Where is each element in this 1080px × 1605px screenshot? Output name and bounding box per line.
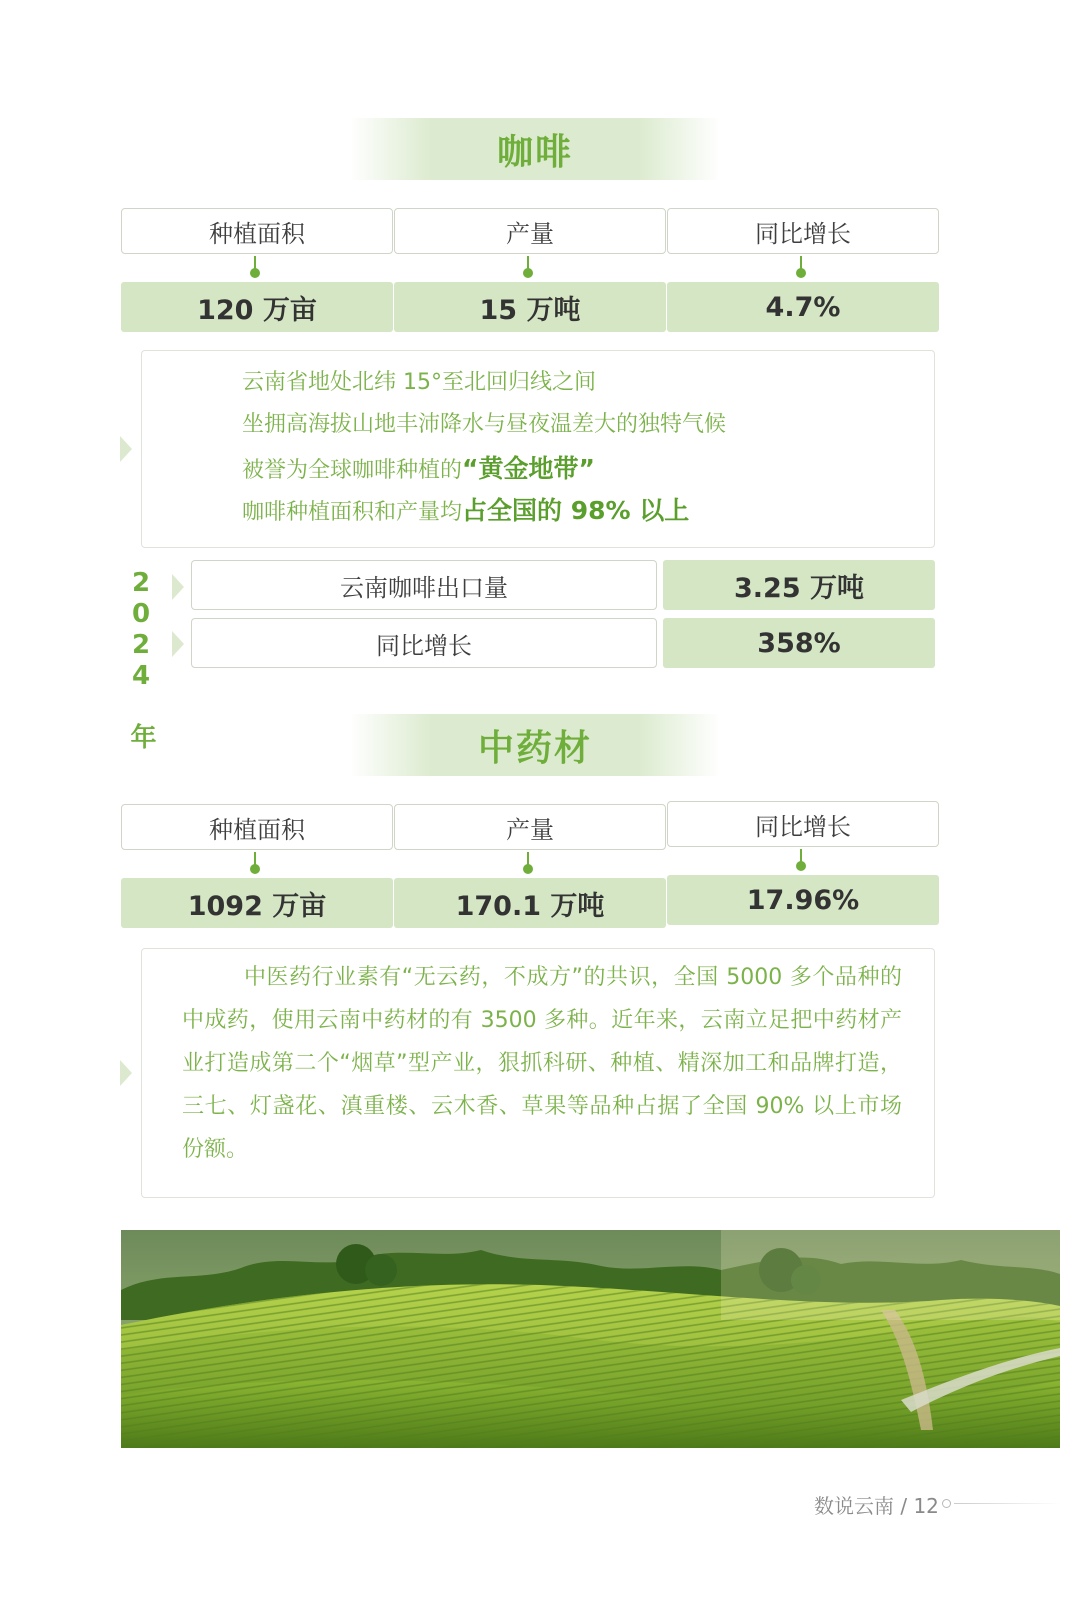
coffee-desc-line-3 — [242, 449, 595, 485]
footer-ring-icon — [942, 1499, 951, 1508]
share-highlight: 占全国的 98% 以上 — [462, 496, 690, 525]
tea-terrace-landscape-image — [121, 1230, 1060, 1448]
page-number: 12 — [913, 1494, 939, 1518]
triangle-arrow-icon — [120, 436, 132, 462]
coffee-export-growth-label: 同比增长 — [191, 618, 657, 668]
coffee-title: 咖啡 — [496, 131, 573, 173]
coffee-area-value: 120 万亩 — [121, 282, 393, 332]
herbs-title-band — [350, 714, 720, 776]
publication-name: 数说云南 — [814, 1494, 894, 1518]
connector-dot — [523, 864, 533, 874]
coffee-output-label: 产量 — [394, 208, 666, 254]
coffee-title-band — [350, 118, 720, 180]
connector-dot — [250, 864, 260, 874]
footer-divider — [954, 1503, 1060, 1504]
connector-dot — [250, 268, 260, 278]
herbs-output-label: 产量 — [394, 804, 666, 850]
triangle-arrow-icon — [172, 631, 184, 657]
herbs-paragraph: 中医药行业素有“无云药，不成方”的共识，全国 5000 多个品种的中成药，使用云南中药材的有 3500 多种。近年来，云南立足把中药材产业打造成第二个“烟草”型产业，狠抓科研、种植、精深加工和品牌打造，三七、灯盏花、滇重楼、云木香、草果等品种占据了全国 90% 以上市场份额。 — [182, 965, 902, 1162]
coffee-description-box — [141, 350, 935, 548]
coffee-export-value: 3.25 万吨 — [663, 560, 935, 610]
connector-dot — [796, 861, 806, 871]
coffee-desc-line-2: 坐拥高海拔山地丰沛降水与昼夜温差大的独特气候 — [242, 412, 727, 437]
herbs-growth-value: 17.96% — [667, 875, 939, 925]
coffee-desc-line-4 — [242, 491, 689, 527]
coffee-growth-label: 同比增长 — [667, 208, 939, 254]
herbs-title: 中药材 — [477, 727, 592, 769]
year-label: 2024 年 — [126, 568, 156, 750]
triangle-arrow-icon — [172, 574, 184, 600]
coffee-desc-line-1: 云南省地处北纬 15°至北回归线之间 — [242, 370, 596, 395]
herbs-area-label: 种植面积 — [121, 804, 393, 850]
herbs-area-value: 1092 万亩 — [121, 878, 393, 928]
coffee-output-value: 15 万吨 — [394, 282, 666, 332]
coffee-growth-value: 4.7% — [667, 282, 939, 332]
herbs-growth-label: 同比增长 — [667, 801, 939, 847]
triangle-arrow-icon — [120, 1060, 132, 1086]
connector-dot — [796, 268, 806, 278]
coffee-desc-line-3-text: 被誉为全球咖啡种植的 — [242, 458, 463, 483]
herbs-output-value: 170.1 万吨 — [394, 878, 666, 928]
coffee-desc-line-4-text: 咖啡种植面积和产量均 — [242, 500, 463, 525]
connector-dot — [523, 268, 533, 278]
coffee-area-label: 种植面积 — [121, 208, 393, 254]
footer-page-label: 数说云南 / 12 — [814, 1494, 939, 1518]
coffee-export-label: 云南咖啡出口量 — [191, 560, 657, 610]
golden-belt-highlight: “黄金地带” — [462, 454, 595, 483]
coffee-export-growth-value: 358% — [663, 618, 935, 668]
